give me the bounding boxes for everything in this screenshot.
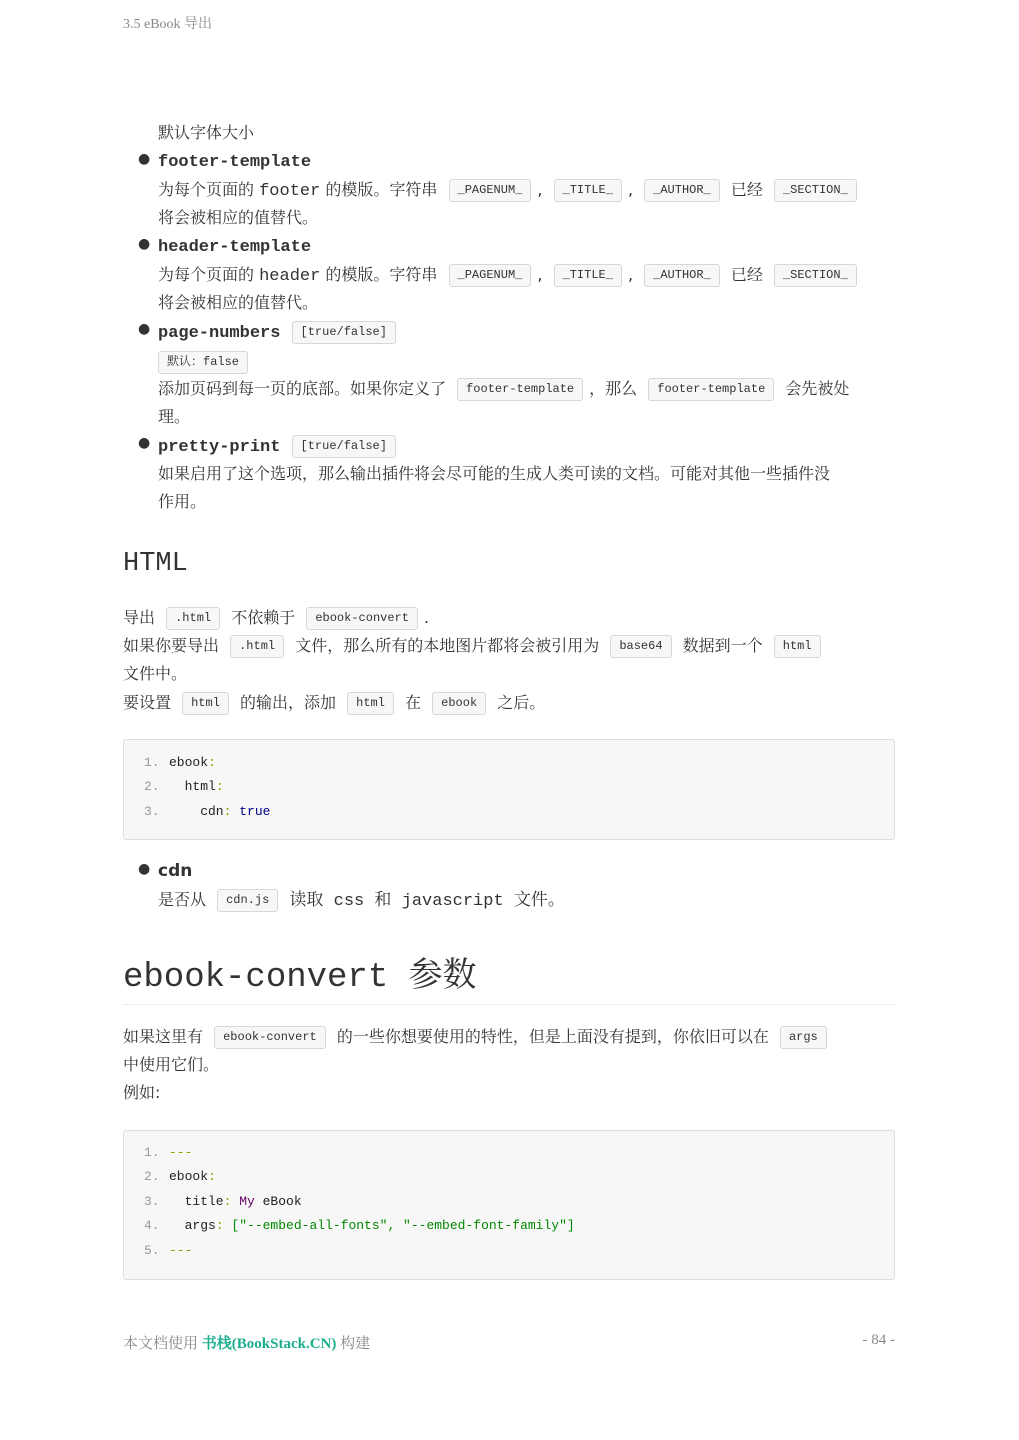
inline-code: _PAGENUM_	[449, 179, 532, 202]
code-line: 4. args: ["--embed-all-fonts", "--embed-font-family"]	[144, 1218, 575, 1233]
html-paragraph-line-4: 要设置 html 的输出，添加 html 在 ebook 之后。	[123, 692, 545, 715]
footer-prefix: 本文档使用	[123, 1336, 199, 1352]
inline-code: html	[182, 692, 229, 715]
option-name: footer-template	[158, 153, 312, 172]
option-default	[158, 351, 248, 374]
default-badge: 默认：false	[158, 351, 248, 374]
option-description-cont: 理。	[158, 407, 191, 426]
list-item-cdn	[138, 861, 898, 911]
inline-code: html	[347, 692, 394, 715]
option-description-cont: 将会被相应的值替代。	[158, 208, 319, 227]
list-item-page-numbers	[138, 321, 898, 426]
list-item-footer-template	[138, 151, 898, 227]
footer-suffix: 构建	[340, 1336, 371, 1352]
option-type: [true/false]	[292, 321, 396, 344]
code-line: 3. cdn: true	[144, 804, 271, 819]
html-paragraph-line-2: 如果你要导出 .html 文件，那么所有的本地图片都将会被引用为 base64 数据到一个 html	[123, 635, 827, 658]
convert-paragraph-line-2: 中使用它们。	[123, 1055, 220, 1074]
inline-code: _TITLE_	[554, 264, 622, 287]
option-name: cdn	[158, 861, 193, 881]
bullet: ●	[138, 321, 151, 337]
section-heading-ebook-convert: ebook-convert 参数	[123, 959, 477, 997]
inline-code: ebook	[432, 692, 486, 715]
inline-code: footer-template	[648, 378, 774, 401]
inline-code: ebook-convert	[214, 1026, 326, 1049]
option-description: 为每个页面的 footer 的模版。字符串 _PAGENUM_ , _TITLE_ , _AUTHOR_ 已经 _SECTION_	[158, 179, 863, 203]
inline-code: cdn.js	[217, 889, 278, 912]
inline-code: html	[774, 635, 821, 658]
list-item-pretty-print	[138, 435, 898, 511]
html-paragraph-line-1: 导出 .html 不依赖于 ebook-convert .	[123, 607, 429, 630]
inline-code: footer-template	[457, 378, 583, 401]
convert-paragraph-line-1: 如果这里有 ebook-convert 的一些你想要使用的特性，但是上面没有提到，你依旧可以在 args	[123, 1026, 833, 1049]
bullet: ●	[138, 861, 151, 877]
footer-brand-link[interactable]: 书栈(BookStack.CN)	[201, 1336, 337, 1352]
inline-code: _SECTION_	[774, 264, 857, 287]
inline-code: .html	[166, 607, 220, 630]
heading-divider	[123, 1004, 895, 1005]
inline-code: _AUTHOR_	[644, 264, 720, 287]
bullet: ●	[138, 435, 151, 451]
option-name: header-template	[158, 238, 312, 257]
inline-code: base64	[610, 635, 671, 658]
page-number: - 84 -	[862, 1332, 895, 1348]
code-block-args	[123, 1130, 895, 1280]
option-description: 是否从 cdn.js 读取 css 和 javascript 文件。	[158, 890, 565, 911]
inline-code: args	[780, 1026, 827, 1049]
inline-code: _PAGENUM_	[449, 264, 532, 287]
inline-code: _TITLE_	[554, 179, 622, 202]
code-line: 5. ---	[144, 1243, 193, 1258]
option-description: 如果启用了这个选项，那么输出插件将会尽可能的生成人类可读的文档。可能对其他一些插件没	[158, 464, 831, 483]
bullet: ●	[138, 236, 151, 252]
default-font-size-tail: 默认字体大小	[158, 123, 255, 142]
inline-code: _SECTION_	[774, 179, 857, 202]
code-line: 1. ebook:	[144, 755, 216, 770]
code-line: 1. ---	[144, 1145, 193, 1160]
code-line: 2. ebook:	[144, 1169, 216, 1184]
code-line: 3. title: My eBook	[144, 1194, 302, 1209]
bullet: ●	[138, 151, 151, 167]
option-description: 为每个页面的 header 的模版。字符串 _PAGENUM_ , _TITLE_ , _AUTHOR_ 已经 _SECTION_	[158, 264, 863, 288]
convert-paragraph-example: 例如:	[123, 1083, 161, 1102]
running-header: 3.5 eBook 导出	[123, 17, 213, 32]
option-description: 添加页码到每一页的底部。如果你定义了 footer-template ，那么 footer-template 会先被处	[158, 378, 849, 401]
inline-code: ebook-convert	[306, 607, 418, 630]
option-name: page-numbers	[158, 324, 281, 343]
code-line: 2. html:	[144, 779, 224, 794]
code-block-html	[123, 739, 895, 840]
page-footer	[123, 1332, 895, 1353]
option-description-cont: 将会被相应的值替代。	[158, 293, 319, 312]
option-type: [true/false]	[292, 435, 396, 458]
html-paragraph-line-3: 文件中。	[123, 664, 188, 683]
inline-code: _AUTHOR_	[644, 179, 720, 202]
option-description-cont: 作用。	[158, 492, 207, 511]
inline-code: .html	[230, 635, 284, 658]
section-heading-html: HTML	[123, 549, 188, 579]
list-item-header-template	[138, 236, 898, 312]
option-name: pretty-print	[158, 438, 281, 457]
